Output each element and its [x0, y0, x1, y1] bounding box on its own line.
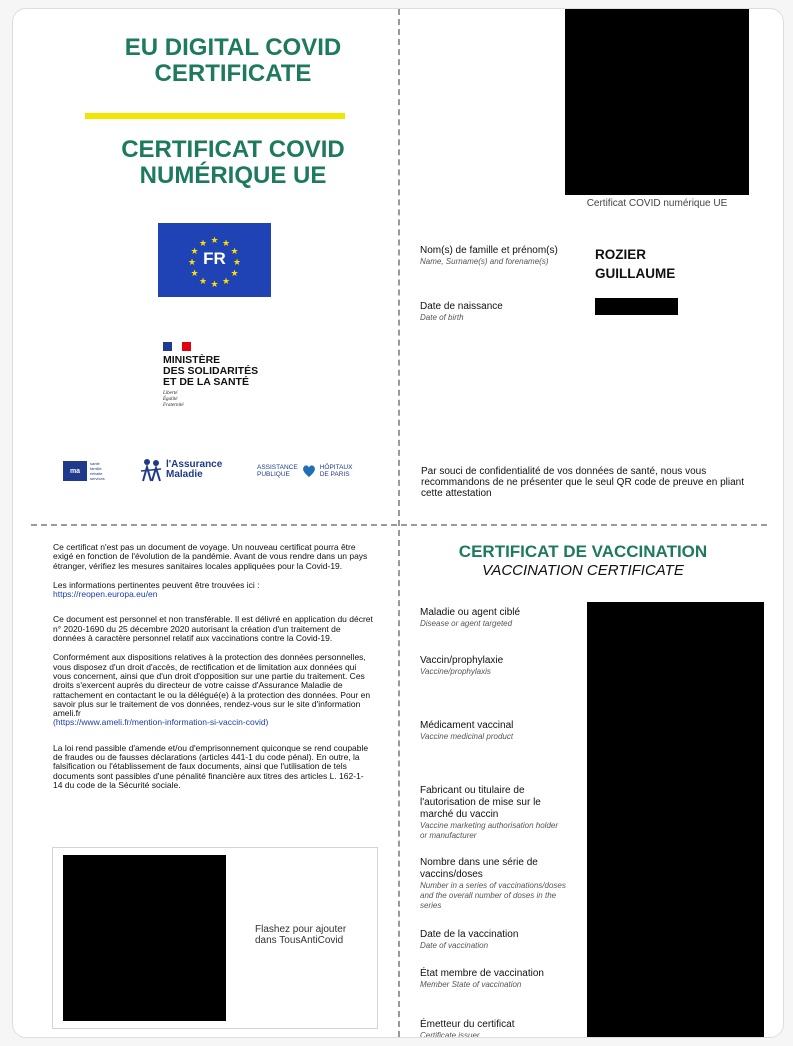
- field-dose-number: [420, 857, 570, 911]
- people-icon: [139, 457, 163, 483]
- legal-paragraph: [53, 581, 373, 600]
- vaccination-subtitle: VACCINATION CERTIFICATE: [482, 562, 684, 579]
- name-label-en: Name, Surname(s) and forename(s): [420, 257, 549, 266]
- certificate-page: [12, 8, 784, 1038]
- legal-paragraph: Ce certificat n'est pas un document de voyage. Un nouveau certificat pourra être exigé en fonction de l'évolution de la pandémie. Avant de vous rendre dans un pays étranger, vérifiez les mesures sanitaires locales appliquées pour la Covid-19.: [53, 542, 368, 571]
- field-label: Fabricant ou titulaire de l'autorisation de mise sur le marché du vaccin: [420, 785, 541, 820]
- eu-flag: [158, 223, 271, 297]
- svg-text:★: ★: [187, 258, 197, 268]
- svg-text:★: ★: [190, 269, 199, 279]
- field-label-en: Member State of vaccination: [420, 980, 522, 989]
- msa-logo-box: ma: [63, 461, 87, 481]
- msa-logo: [63, 461, 114, 481]
- country-code: FR: [203, 249, 226, 268]
- field-label-en: Disease or agent targeted: [420, 619, 513, 628]
- field-label: État membre de vaccination: [420, 968, 544, 979]
- name-value: ROZIER GUILLAUME: [595, 247, 676, 281]
- svg-text:★: ★: [232, 258, 242, 268]
- dob-field: [420, 301, 590, 323]
- field-member-state: [420, 968, 580, 990]
- field-label-en: Vaccine marketing authorisation holder or manufacturer: [420, 821, 559, 840]
- legal-text: [53, 543, 373, 800]
- field-vaccine: [420, 655, 580, 677]
- field-medicinal-product: [420, 720, 580, 742]
- svg-text:★: ★: [230, 247, 239, 257]
- ministry-name: MINISTÈRE DES SOLIDARITÉS ET DE LA SANTÉ: [163, 354, 259, 388]
- svg-text:★: ★: [190, 247, 199, 257]
- svg-text:★: ★: [198, 277, 208, 287]
- title-french: CERTIFICAT COVID NUMÉRIQUE UE: [121, 136, 345, 189]
- assurance-maladie-logo: [139, 457, 222, 483]
- redacted-vaccination-details: [587, 602, 764, 1038]
- dob-label: Date de naissance: [420, 301, 503, 312]
- name-field: [420, 245, 590, 267]
- aphp-text-left: ASSISTANCE PUBLIQUE: [257, 464, 298, 478]
- msa-logo-text: santé famille retraite services: [90, 461, 105, 481]
- reopen-link[interactable]: https://reopen.europa.eu/en: [53, 589, 158, 600]
- svg-text:★: ★: [198, 239, 208, 249]
- field-label: Nombre dans une série de vaccins/doses: [420, 857, 538, 880]
- field-label: Médicament vaccinal: [420, 720, 514, 731]
- data-protection-text: Conformément aux dispositions relatives à la protection des données personnelles, vous disposez d'un droit d'accès, de rectification et de limitation aux données qui vous concernent, ainsi que d'un droit d'opposition sur une partie du traitement. Ces droits s'exercent auprès du directeur de votre caisse d'Assurance Maladie de rattachement en contactant le ou la délégué(e) à la protection des données. Pour en savoir plus sur le traitement de vos données, rendez-vous sur le site d'information ameli.fr: [53, 652, 371, 719]
- heart-icon: [301, 463, 317, 479]
- redacted-qr-code: [565, 9, 749, 195]
- field-disease: [420, 607, 580, 629]
- svg-text:★: ★: [230, 269, 239, 279]
- field-label-en: Vaccine/prophylaxis: [420, 667, 491, 676]
- svg-text:★: ★: [210, 236, 219, 246]
- legal-paragraph: [53, 653, 373, 727]
- ministry-logo: [163, 342, 313, 409]
- flash-instruction: Flashez pour ajouter dans TousAntiCovid: [255, 924, 347, 946]
- field-label-en: Date of vaccination: [420, 941, 489, 950]
- field-label: Date de la vaccination: [420, 929, 519, 940]
- ameli-link[interactable]: (https://www.ameli.fr/mention-information-si-vaccin-covid): [53, 717, 269, 728]
- field-label: Maladie ou agent ciblé: [420, 607, 521, 618]
- horizontal-fold-line: [31, 524, 767, 526]
- field-label-en: Vaccine medicinal product: [420, 732, 514, 741]
- redacted-qr-code-small: [63, 855, 226, 1021]
- aphp-text-right: HÔPITAUX DE PARIS: [319, 464, 353, 478]
- privacy-note: Par souci de confidentialité de vos données de santé, nous vous recommandons de ne présenter que le seul QR code de preuve en pliant cette attestation: [421, 466, 744, 499]
- field-label-en: Certificate issuer: [420, 1031, 480, 1038]
- svg-text:★: ★: [221, 239, 231, 249]
- legal-paragraph: La loi rend passible d'amende et/ou d'emprisonnement quiconque se rend coupable de fraudes ou de fausses déclarations (articles 441-1 du code pénal). En outre, la falsification ou l'établissement de faux documents, ainsi que l'utilisation de tels documents sont passibles d'une pénalité financière aux titres des articles L. 162-1-14 du code de la Sécurité sociale.: [53, 742, 369, 790]
- title-english: EU DIGITAL COVID CERTIFICATE: [124, 34, 342, 87]
- french-flag-icon: [163, 342, 191, 351]
- legal-paragraph: Ce document est personnel et non transférable. Il est délivré en application du décret n° 2020-1690 du 25 décembre 2020 autorisant la création d'un traitement de données à caractère personnel relatif aux vaccinations contre la Covid-19.: [53, 614, 373, 644]
- vertical-fold-line: [398, 9, 400, 1037]
- republic-motto: Liberté Égalité Fraternité: [163, 391, 184, 408]
- reopen-intro: Les informations pertinentes peuvent être trouvées ici :: [53, 579, 260, 590]
- svg-text:★: ★: [221, 277, 231, 287]
- field-label: Émetteur du certificat: [420, 1019, 515, 1030]
- field-vaccination-date: [420, 929, 580, 951]
- svg-text:★: ★: [210, 280, 219, 290]
- redacted-birth-date: [595, 298, 678, 315]
- assurance-maladie-text: l'Assurance Maladie: [166, 459, 223, 480]
- qr-caption: Certificat COVID numérique UE: [586, 198, 728, 209]
- field-manufacturer: [420, 785, 565, 841]
- field-issuer: [420, 1019, 580, 1038]
- vaccination-title: CERTIFICAT DE VACCINATION: [458, 542, 708, 561]
- field-label-en: Number in a series of vaccinations/doses and the overall number of doses in the series: [420, 881, 566, 910]
- name-label: Nom(s) de famille et prénom(s): [420, 245, 558, 256]
- aphp-logo: [257, 463, 352, 479]
- tousanticovid-box: [52, 847, 378, 1029]
- partner-logos: [63, 457, 363, 487]
- dob-label-en: Date of birth: [420, 313, 464, 322]
- field-label: Vaccin/prophylaxie: [420, 655, 504, 666]
- yellow-divider: [85, 113, 345, 119]
